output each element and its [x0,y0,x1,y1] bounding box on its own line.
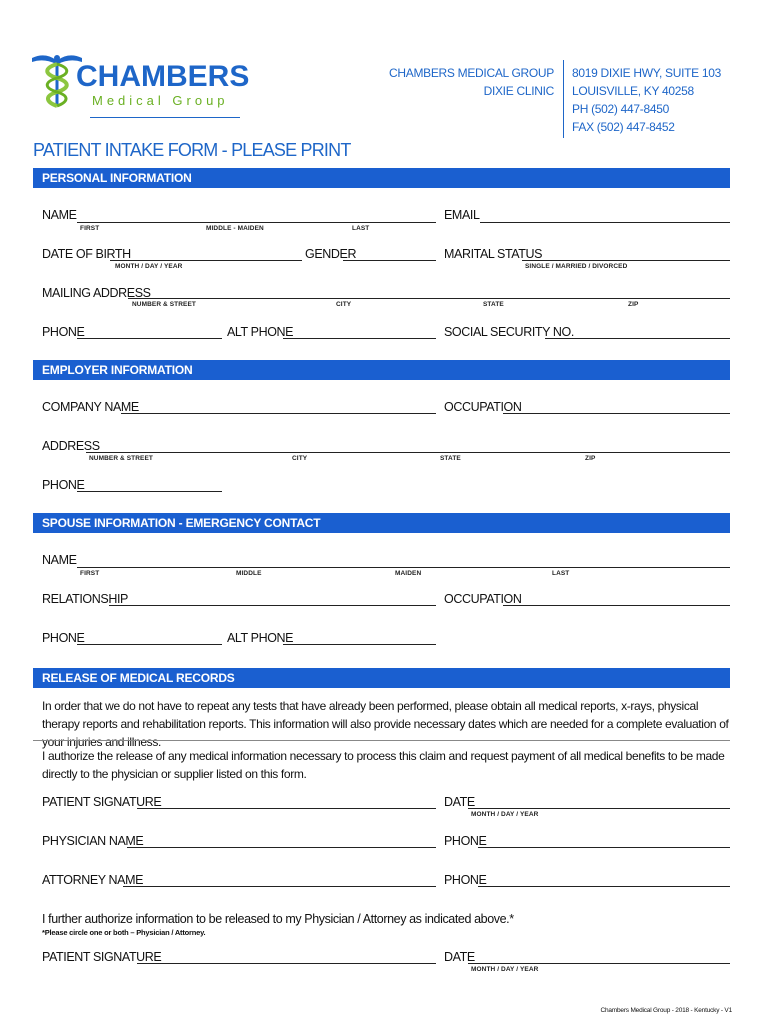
email-label: EMAIL [444,208,480,222]
spouse-occupation-field[interactable] [503,605,730,606]
spouse-alt-phone-label: ALT PHONE [227,631,294,645]
relationship-label: RELATIONSHIP [42,592,128,606]
phone-field[interactable] [77,338,222,339]
name-field[interactable] [77,222,436,223]
relationship-field[interactable] [109,605,436,606]
attorney-name-label: ATTORNEY NAME [42,873,144,887]
physician-name-label: PHYSICIAN NAME [42,834,144,848]
section-release-heading: RELEASE OF MEDICAL RECORDS [33,668,730,688]
middle-hint: MIDDLE - MAIDEN [206,225,264,232]
occupation-field[interactable] [503,413,730,414]
attorney-phone-field[interactable] [478,886,730,887]
org-name: CHAMBERS MEDICAL GROUP [389,66,554,80]
employer-zip-hint: ZIP [585,455,596,462]
employer-state-hint: STATE [440,455,461,462]
phone-label: PHONE [42,325,85,339]
form-title: PATIENT INTAKE FORM - PLEASE PRINT [33,140,351,160]
occupation-label: OCCUPATION [444,400,522,414]
employer-phone-field[interactable] [77,491,222,492]
attorney-phone-label: PHONE [444,873,487,887]
date-hint: MONTH / DAY / YEAR [471,811,539,818]
email-field[interactable] [480,222,730,223]
physician-phone-field[interactable] [478,847,730,848]
circle-note: *Please circle one or both – Physician / Attorney. [42,928,206,937]
attorney-name-field[interactable] [123,886,436,887]
marital-label: MARITAL STATUS [444,247,543,261]
date-2-label: DATE [444,950,475,964]
spouse-last-hint: LAST [552,570,570,577]
name-label: NAME [42,208,77,222]
clinic-phone: PH (502) 447-8450 [572,102,669,116]
clinic-name: DIXIE CLINIC [483,84,554,98]
date-2-field[interactable] [468,963,730,964]
spouse-alt-phone-field[interactable] [283,644,436,645]
employer-phone-label: PHONE [42,478,85,492]
spouse-phone-field[interactable] [77,644,222,645]
patient-signature-2-field[interactable] [137,963,436,964]
dob-field[interactable] [110,260,302,261]
spouse-first-hint: FIRST [80,570,100,577]
clinic-address-line2: LOUISVILLE, KY 40258 [572,84,694,98]
alt-phone-label: ALT PHONE [227,325,294,339]
employer-street-hint: NUMBER & STREET [89,455,153,462]
date-2-hint: MONTH / DAY / YEAR [471,966,539,973]
city-hint: CITY [336,301,352,308]
logo-underline [90,117,240,118]
ssn-label: SOCIAL SECURITY NO. [444,325,574,339]
patient-signature-label: PATIENT SIGNATURE [42,795,162,809]
spouse-name-label: NAME [42,553,77,567]
clinic-fax: FAX (502) 447-8452 [572,120,675,134]
mailing-field[interactable] [128,298,730,299]
logo [30,50,250,120]
street-hint: NUMBER & STREET [132,301,196,308]
clinic-address-line1: 8019 DIXIE HWY, SUITE 103 [572,66,722,80]
footer-text: Chambers Medical Group - 2018 - Kentucky - V1 [600,1007,732,1014]
spouse-middle-hint: MIDDLE [236,570,262,577]
section-personal-heading: PERSONAL INFORMATION [33,168,730,188]
last-hint: LAST [352,225,370,232]
gender-field[interactable] [343,260,436,261]
header-divider [563,60,564,138]
state-hint: STATE [483,301,504,308]
company-field[interactable] [121,413,436,414]
patient-signature-field[interactable] [137,808,436,809]
alt-phone-field[interactable] [283,338,436,339]
company-label: COMPANY NAME [42,400,139,414]
ssn-field[interactable] [545,338,730,339]
authorize-statement: I further authorize information to be released to my Physician / Attorney as indicated above.* [42,912,514,926]
first-hint: FIRST [80,225,100,232]
spouse-phone-label: PHONE [42,631,85,645]
physician-name-field[interactable] [127,847,436,848]
physician-phone-label: PHONE [444,834,487,848]
employer-address-field[interactable] [86,452,730,453]
gender-label: GENDER [305,247,357,261]
release-paragraph-1: In order that we do not have to repeat any tests that have already been performed, please obtain all medical reports, x-rays, physical therapy reports and rehabilitation reports. This information will also provide necessary dates which are needed for a complete evaluation of your injuries and illness. [42,699,729,749]
marital-field[interactable] [522,260,730,261]
logo-main-text: CHAMBERS [76,60,250,93]
date-label: DATE [444,795,475,809]
marital-hint: SINGLE / MARRIED / DIVORCED [525,263,628,270]
release-divider [33,740,730,741]
dob-hint: MONTH / DAY / YEAR [115,263,183,270]
section-spouse-heading: SPOUSE INFORMATION - EMERGENCY CONTACT [33,513,730,533]
dob-label: DATE OF BIRTH [42,247,131,261]
logo-sub-text: Medical Group [92,93,229,108]
section-employer-heading: EMPLOYER INFORMATION [33,360,730,380]
release-paragraph-2: I authorize the release of any medical information necessary to process this claim and request payment of all medical benefits to be made directly to the physician or supplier listed on this form. [42,749,725,781]
employer-city-hint: CITY [292,455,308,462]
spouse-occupation-label: OCCUPATION [444,592,522,606]
spouse-name-field[interactable] [77,567,730,568]
mailing-label: MAILING ADDRESS [42,286,151,300]
patient-signature-2-label: PATIENT SIGNATURE [42,950,162,964]
date-field[interactable] [468,808,730,809]
employer-address-label: ADDRESS [42,439,100,453]
spouse-maiden-hint: MAIDEN [395,570,422,577]
zip-hint: ZIP [628,301,639,308]
